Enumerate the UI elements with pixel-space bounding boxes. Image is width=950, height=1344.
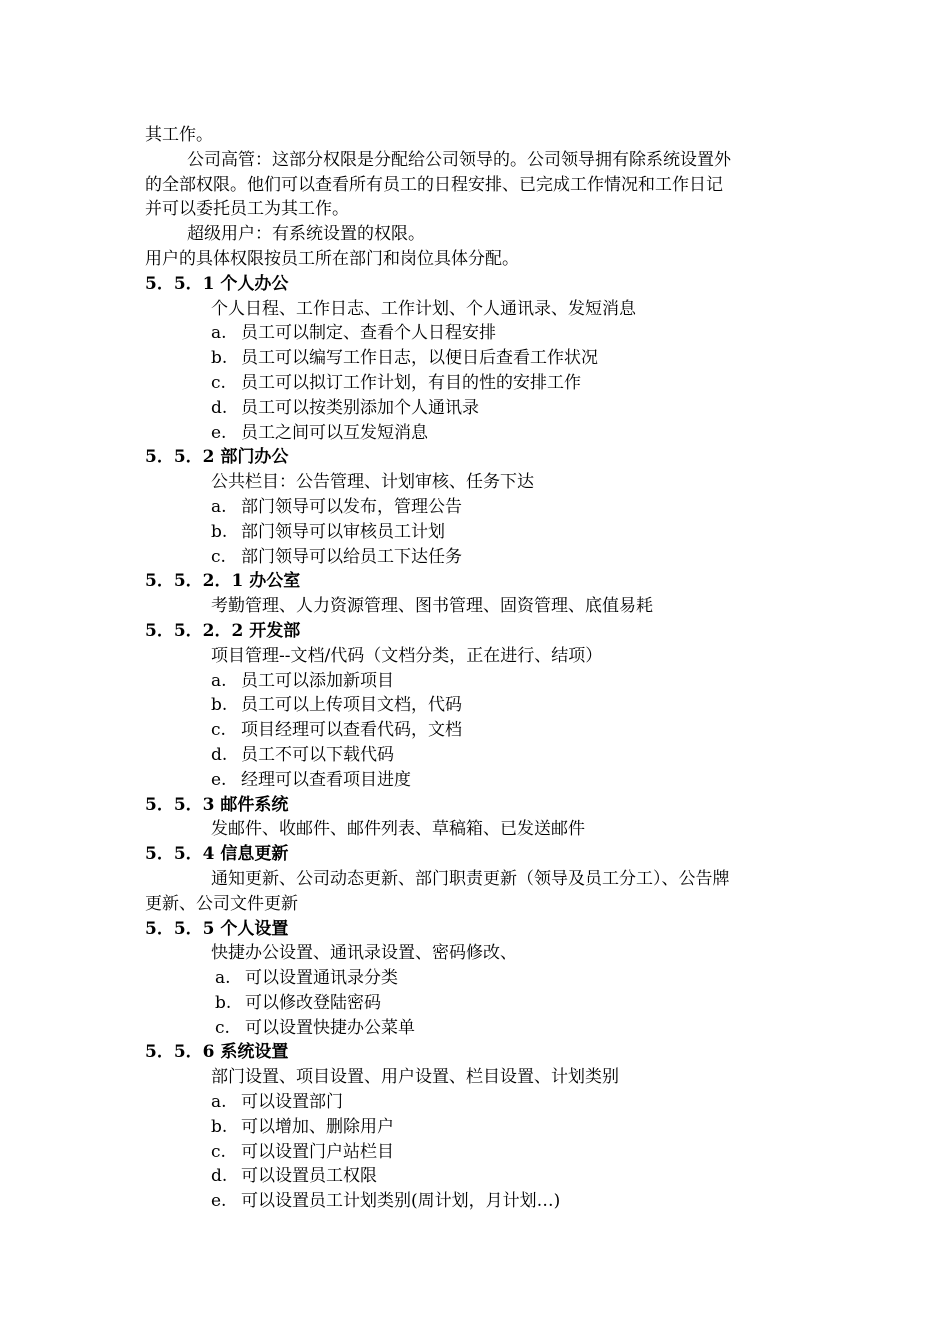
list-item <box>145 321 815 346</box>
list-marker: e. <box>211 422 227 443</box>
list-marker: a. <box>211 1092 227 1113</box>
list-marker: e. <box>211 769 227 790</box>
list-marker: d. <box>211 1166 228 1187</box>
list-marker: d. <box>211 397 228 418</box>
list-item <box>145 396 815 421</box>
list-item-text: 经理可以查看项目进度 <box>241 769 411 790</box>
list-marker: d. <box>211 744 228 765</box>
list-item <box>145 669 815 694</box>
list-item <box>145 421 815 446</box>
list-item-text: 可以设置部门 <box>241 1092 343 1113</box>
list-item-text: 可以设置员工权限 <box>241 1166 377 1187</box>
list-item <box>145 1090 815 1115</box>
document-body <box>145 123 815 1214</box>
section-description: 部门设置、项目设置、用户设置、栏目设置、计划类别 <box>211 1067 619 1088</box>
list-item <box>145 718 815 743</box>
list-item-text: 员工可以制定、查看个人日程安排 <box>241 323 496 344</box>
list-item-text: 员工可以按类别添加个人通讯录 <box>241 397 479 418</box>
section-description-line2: 更新、公司文件更新 <box>145 893 298 914</box>
list-item <box>145 743 815 768</box>
paragraph-permissions: 用户的具体权限按员工所在部门和岗位具体分配。 <box>145 248 519 269</box>
list-item <box>145 371 815 396</box>
section-heading-personal-office: 5．5．1 个人办公 <box>145 273 289 294</box>
list-item-text: 可以修改登陆密码 <box>245 992 381 1013</box>
list-marker: c. <box>215 1017 230 1038</box>
list-item <box>145 693 815 718</box>
list-marker: a. <box>215 968 231 989</box>
section-heading-department-office: 5．5．2 部门办公 <box>145 447 289 468</box>
section-description: 项目管理--文档/代码（文档分类，正在进行、结项） <box>211 645 603 666</box>
list-item <box>145 768 815 793</box>
section-description: 公共栏目：公告管理、计划审核、任务下达 <box>211 472 534 493</box>
section-heading-info-update: 5．5．4 信息更新 <box>145 844 289 865</box>
section-description-line1: 通知更新、公司动态更新、部门职责更新（领导及员工分工）、公告牌 <box>211 868 730 889</box>
list-item <box>145 1189 815 1214</box>
section-heading-personal-settings: 5．5．5 个人设置 <box>145 918 289 939</box>
list-marker: a. <box>211 670 227 691</box>
list-item-text: 可以设置门户站栏目 <box>241 1141 394 1162</box>
list-item-text: 可以设置员工计划类别(周计划，月计划…) <box>241 1191 561 1212</box>
list-item-text: 员工不可以下载代码 <box>241 744 394 765</box>
list-marker: b. <box>215 992 232 1013</box>
paragraph-executives-line1: 公司高管：这部分权限是分配给公司领导的。公司领导拥有除系统设置外 <box>187 149 731 170</box>
list-marker: b. <box>211 521 228 542</box>
list-item <box>145 1016 815 1041</box>
section-description: 个人日程、工作日志、工作计划、个人通讯录、发短消息 <box>211 298 636 319</box>
list-marker: e. <box>211 1191 227 1212</box>
list-item-text: 员工可以编写工作日志，以便日后查看工作状况 <box>241 348 598 369</box>
list-item <box>145 966 815 991</box>
list-marker: a. <box>211 496 227 517</box>
list-item-text: 可以设置快捷办公菜单 <box>245 1017 415 1038</box>
list-item <box>145 346 815 371</box>
list-item <box>145 1164 815 1189</box>
list-item <box>145 545 815 570</box>
list-item <box>145 495 815 520</box>
section-description: 发邮件、收邮件、邮件列表、草稿箱、已发送邮件 <box>211 819 585 840</box>
list-item-text: 员工之间可以互发短消息 <box>241 422 428 443</box>
section-heading-development: 5．5．2．2 开发部 <box>145 620 301 641</box>
paragraph-executives-line3: 并可以委托员工为其工作。 <box>145 199 349 220</box>
list-marker: b. <box>211 1116 228 1137</box>
list-marker: c. <box>211 546 226 567</box>
list-item <box>145 1140 815 1165</box>
section-description: 考勤管理、人力资源管理、图书管理、固资管理、底值易耗 <box>211 596 653 617</box>
list-item-text: 部门领导可以给员工下达任务 <box>241 546 462 567</box>
paragraph-executives-line2: 的全部权限。他们可以查看所有员工的日程安排、已完成工作情况和工作日记 <box>145 174 723 195</box>
paragraph-superuser: 超级用户：有系统设置的权限。 <box>187 224 425 245</box>
list-marker: a. <box>211 323 227 344</box>
section-heading-mail-system: 5．5．3 邮件系统 <box>145 794 289 815</box>
list-marker: c. <box>211 720 226 741</box>
list-item-text: 员工可以上传项目文档，代码 <box>241 695 462 716</box>
list-item-text: 员工可以拟订工作计划，有目的性的安排工作 <box>241 372 581 393</box>
list-item <box>145 1115 815 1140</box>
list-item-text: 部门领导可以审核员工计划 <box>241 521 445 542</box>
list-marker: b. <box>211 695 228 716</box>
list-marker: c. <box>211 1141 226 1162</box>
list-item <box>145 991 815 1016</box>
list-item-text: 可以增加、删除用户 <box>241 1116 394 1137</box>
paragraph-continuation: 其工作。 <box>145 125 213 145</box>
list-marker: b. <box>211 348 228 369</box>
section-heading-system-settings: 5．5．6 系统设置 <box>145 1042 289 1063</box>
list-marker: c. <box>211 372 226 393</box>
list-item-text: 员工可以添加新项目 <box>241 670 394 691</box>
list-item-text: 可以设置通讯录分类 <box>245 968 398 989</box>
section-heading-office: 5．5．2．1 办公室 <box>145 571 301 592</box>
section-description: 快捷办公设置、通讯录设置、密码修改、 <box>211 943 517 964</box>
list-item <box>145 520 815 545</box>
list-item-text: 项目经理可以查看代码，文档 <box>241 720 462 741</box>
list-item-text: 部门领导可以发布，管理公告 <box>241 496 462 517</box>
